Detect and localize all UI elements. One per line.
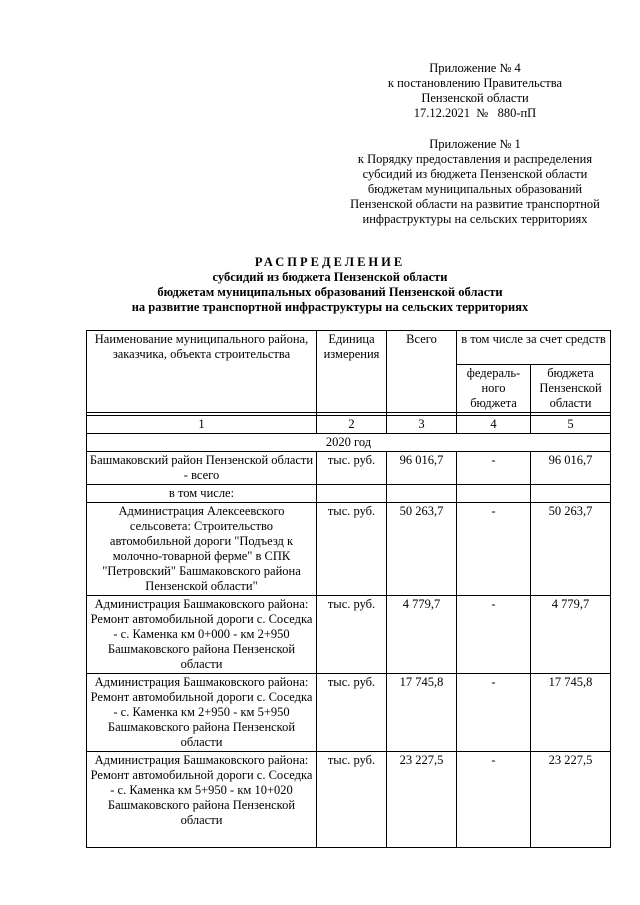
row-name: Администрация Башмаковского района: Ремонт автомобильной дороги с. Соседка - с. Каменка км 2+950 - км 5+950 Башмаковского района Пензенской области bbox=[87, 674, 317, 752]
district-unit: тыс. руб. bbox=[317, 452, 387, 485]
annex-order-line1: Приложение № 1 bbox=[429, 137, 521, 151]
header-including: в том числе за счет средств bbox=[457, 331, 611, 365]
annex-order-block bbox=[330, 137, 620, 227]
header-total: Всего bbox=[387, 331, 457, 413]
row-total: 50 263,7 bbox=[387, 503, 457, 596]
table-row bbox=[87, 674, 611, 752]
title-line3: бюджетам муниципальных образований Пензенской области bbox=[157, 285, 503, 299]
annex-main-line3: Пензенской области bbox=[421, 91, 529, 105]
col-number-5: 5 bbox=[531, 416, 611, 434]
annex-order-line3: субсидий из бюджета Пензенской области bbox=[362, 167, 588, 181]
title-line2: субсидий из бюджета Пензенской области bbox=[212, 270, 448, 284]
distribution-table bbox=[86, 330, 611, 848]
district-name: Башмаковский район Пензенской области - всего bbox=[87, 452, 317, 485]
table-row bbox=[87, 596, 611, 674]
row-name: Администрация Башмаковского района: Ремонт автомобильной дороги с. Соседка - с. Каменка км 0+000 - км 2+950 Башмаковского района Пензенской области bbox=[87, 596, 317, 674]
row-federal: - bbox=[457, 596, 531, 674]
annex-main-block bbox=[330, 61, 620, 121]
row-unit: тыс. руб. bbox=[317, 596, 387, 674]
annex-order-line4: бюджетам муниципальных образований bbox=[367, 182, 583, 196]
annex-main-line2: к постановлению Правительства bbox=[387, 76, 563, 90]
row-unit: тыс. руб. bbox=[317, 752, 387, 848]
district-row bbox=[87, 452, 611, 485]
header-regional: бюджета Пензенской области bbox=[531, 365, 611, 413]
row-regional: 50 263,7 bbox=[531, 503, 611, 596]
col-number-3: 3 bbox=[387, 416, 457, 434]
header-name: Наименование муниципального района, заказчика, объекта строительства bbox=[87, 331, 317, 413]
row-total: 17 745,8 bbox=[387, 674, 457, 752]
document-title bbox=[80, 255, 580, 315]
row-total: 23 227,5 bbox=[387, 752, 457, 848]
row-unit: тыс. руб. bbox=[317, 674, 387, 752]
row-regional: 17 745,8 bbox=[531, 674, 611, 752]
title-line4: на развитие транспортной инфраструктуры на сельских территориях bbox=[131, 300, 529, 314]
row-name: Администрация Башмаковского района: Ремонт автомобильной дороги с. Соседка - с. Каменка км 5+950 - км 10+020 Башмаковского района Пензенской области bbox=[87, 752, 317, 848]
year-label: 2020 год bbox=[87, 434, 611, 452]
row-federal: - bbox=[457, 752, 531, 848]
col-number-4: 4 bbox=[457, 416, 531, 434]
annex-main-line1: Приложение № 4 bbox=[429, 61, 521, 75]
row-regional: 23 227,5 bbox=[531, 752, 611, 848]
header-unit: Единица измерения bbox=[317, 331, 387, 413]
row-total: 4 779,7 bbox=[387, 596, 457, 674]
including-label: в том числе: bbox=[87, 485, 317, 503]
table-row bbox=[87, 503, 611, 596]
district-federal: - bbox=[457, 452, 531, 485]
annex-order-line2: к Порядку предоставления и распределения bbox=[357, 152, 593, 166]
header-row bbox=[87, 331, 611, 365]
district-total: 96 016,7 bbox=[387, 452, 457, 485]
row-name: Администрация Алексеевского сельсовета: Строительство автомобильной дороги "Подъезд к молочно-товарной ферме" в СПК "Петровский" Башмаковского района Пензенской области" bbox=[87, 503, 317, 596]
row-federal: - bbox=[457, 674, 531, 752]
col-number-2: 2 bbox=[317, 416, 387, 434]
district-regional: 96 016,7 bbox=[531, 452, 611, 485]
year-row bbox=[87, 434, 611, 452]
col-number-1: 1 bbox=[87, 416, 317, 434]
including-row bbox=[87, 485, 611, 503]
annex-order-line5: Пензенской области на развитие транспортной bbox=[350, 197, 600, 211]
header-federal: федераль-ного бюджета bbox=[457, 365, 531, 413]
row-unit: тыс. руб. bbox=[317, 503, 387, 596]
title-word: РАСПРЕДЕЛЕНИЕ bbox=[254, 255, 406, 269]
row-regional: 4 779,7 bbox=[531, 596, 611, 674]
annex-order-line6: инфраструктуры на сельских территориях bbox=[362, 212, 588, 226]
column-numbers-row bbox=[87, 416, 611, 434]
row-federal: - bbox=[457, 503, 531, 596]
annex-main-line4: 17.12.2021 № 880-пП bbox=[413, 106, 537, 120]
table-row bbox=[87, 752, 611, 848]
